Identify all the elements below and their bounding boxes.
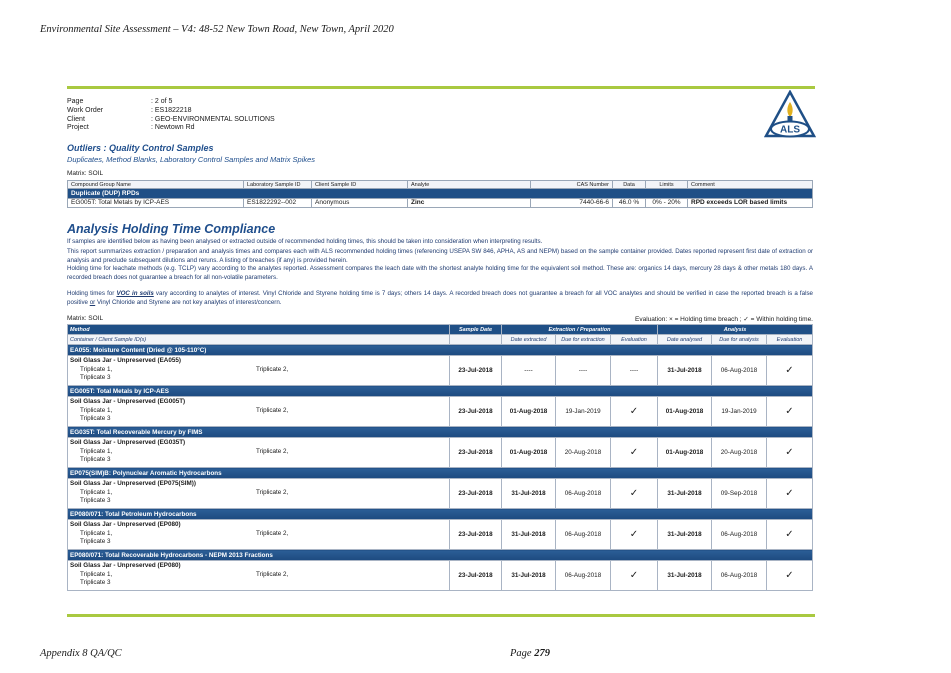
column-header: Limits [646, 181, 688, 189]
sample-date: 23-Jul-2018 [450, 520, 502, 550]
date-analysed: 01-Aug-2018 [658, 397, 712, 427]
running-header: Environmental Site Assessment – V4: 48-52 New Town Road, New Town, April 2020 [40, 24, 394, 35]
due-extraction: 19-Jan-2019 [556, 397, 611, 427]
date-extracted: ---- [502, 356, 556, 386]
method-group-row [68, 427, 813, 438]
column-header: Client Sample ID [312, 181, 408, 189]
check-icon: ✓ [767, 438, 813, 468]
container-cell [68, 438, 450, 468]
date-analysed: 01-Aug-2018 [658, 438, 712, 468]
column-header: Laboratory Sample ID [244, 181, 312, 189]
column-header: Analysis [658, 325, 813, 335]
due-extraction: 06-Aug-2018 [556, 561, 611, 591]
cell: 7440-66-6 [531, 198, 613, 208]
column-header: Sample Date [450, 325, 502, 335]
check-icon: ✓ [611, 479, 658, 509]
container-name: Soil Glass Jar - Unpreserved (EP075(SIM)) [70, 480, 196, 487]
sample-id: Triplicate 1, [80, 365, 113, 373]
sample-id: Triplicate 3 [80, 415, 111, 423]
column-header: CAS Number [531, 181, 613, 189]
text: Holding times for [67, 290, 117, 297]
voc-emphasis: VOC in soils [116, 290, 154, 297]
eval-extraction: ---- [611, 356, 658, 386]
meta-value: : Newtown Rd [151, 124, 195, 132]
holding-matrix: Matrix: SOIL [67, 315, 104, 322]
sample-id: Triplicate 3 [80, 497, 111, 505]
check-icon: ✓ [767, 561, 813, 591]
method-group-row [68, 386, 813, 397]
method-name: EG005T: Total Metals by ICP-AES [68, 386, 813, 397]
column-header: Data [613, 181, 646, 189]
cell: ES1822292--002 [244, 198, 312, 208]
method-name: EP075(SIM)B: Polynuclear Aromatic Hydrocarbons [68, 468, 813, 479]
sample-id: Triplicate 1, [80, 406, 113, 414]
meta-key: Work Order [67, 106, 104, 114]
meta-row [67, 124, 275, 133]
text: vary according to analytes of interest. Vinyl Chloride and Styrene holding time is 7 days; others 14 days. A recorded breach does not guarantee a breach for all VOC analytes and should be verified in case the reported breach is a false positive [67, 290, 813, 306]
meta-row [67, 107, 275, 116]
check-icon: ✓ [767, 520, 813, 550]
footer-appendix: Appendix 8 QA/QC [40, 648, 122, 659]
holding-subheader-row [68, 335, 813, 345]
band-label: Duplicate (DUP) RPDs [68, 189, 813, 199]
cell: EG005T: Total Metals by ICP-AES [68, 198, 244, 208]
container-cell [68, 397, 450, 427]
due-analysis: 06-Aug-2018 [712, 356, 767, 386]
sample-id: Triplicate 2, [256, 530, 289, 537]
report-meta [67, 98, 275, 133]
als-logo [764, 90, 816, 140]
method-name: EG035T: Total Recoverable Mercury by FIMS [68, 427, 813, 438]
column-header: Method [68, 325, 450, 335]
column-header: Due for analysis [712, 335, 767, 345]
holding-paragraph: Holding time for leachate methods (e.g. TCLP) vary according to the analytes reported. Assessment compares the leach date with the shortest analyte holding time for the equivalent soil method. These are: organics 14 days, mercury 28 days & other metals 180 days. A recorded breach does not guarantee a breach for all non-volatile parameters. [67, 265, 813, 281]
sample-id: Triplicate 1, [80, 447, 113, 455]
date-extracted: 31-Jul-2018 [502, 561, 556, 591]
sample-date: 23-Jul-2018 [450, 438, 502, 468]
table-row [68, 356, 813, 386]
check-icon: ✓ [611, 397, 658, 427]
evaluation-legend: Evaluation: × = Holding time breach ; ✓ = Within holding time. [635, 316, 813, 323]
check-icon: ✓ [611, 438, 658, 468]
meta-key: Page [67, 98, 84, 105]
date-extracted: 31-Jul-2018 [502, 479, 556, 509]
cell: 46.0 % [613, 198, 646, 208]
container-name: Soil Glass Jar - Unpreserved (EG035T) [70, 439, 186, 446]
text: Vinyl Chloride and Styrene are not key analytes of interest/concern. [95, 298, 282, 306]
sample-date: 23-Jul-2018 [450, 397, 502, 427]
logo-text: ALS [780, 124, 800, 136]
container-cell [68, 479, 450, 509]
outliers-table [67, 180, 813, 208]
check-icon: ✓ [611, 520, 658, 550]
column-header: Extraction / Preparation [502, 325, 658, 335]
date-extracted: 01-Aug-2018 [502, 438, 556, 468]
meta-value: : ES1822218 [151, 106, 192, 114]
outliers-band-row [68, 189, 813, 199]
holding-paragraph [67, 290, 813, 307]
column-header: Due for extraction [556, 335, 611, 345]
table-row [68, 479, 813, 509]
meta-value: : GEO-ENVIRONMENTAL SOLUTIONS [151, 115, 275, 123]
due-extraction: ---- [556, 356, 611, 386]
cell: RPD exceeds LOR based limits [688, 198, 813, 208]
method-name: EP080/071: Total Petroleum Hydrocarbons [68, 509, 813, 520]
outliers-matrix: Matrix: SOIL [67, 170, 104, 177]
container-cell [68, 561, 450, 591]
container-name: Soil Glass Jar - Unpreserved (EP080) [70, 562, 181, 569]
due-analysis: 20-Aug-2018 [712, 438, 767, 468]
date-extracted: 31-Jul-2018 [502, 520, 556, 550]
sample-id: Triplicate 2, [256, 366, 289, 373]
table-row [68, 561, 813, 591]
page-label: Page [510, 648, 535, 659]
method-name: EA055: Moisture Content (Dried @ 105-110°C) [68, 345, 813, 356]
column-header: Container / Client Sample ID(s) [68, 335, 450, 345]
outliers-header-row [68, 181, 813, 189]
column-header [450, 335, 502, 345]
holding-paragraph: This report summarizes extraction / preparation and analysis times and compares each with ALS recommended holding times (referencing USEPA SW 846, APHA, AS and NEPM) based on the sample container provided. Dates reported represent first date of extraction or analysis and preclude subsequent dilutions and reruns. A listing of breaches (if any) is provided herein. [67, 248, 813, 264]
column-header: Analyte [408, 181, 531, 189]
meta-value: : 2 of 5 [151, 98, 173, 105]
holding-header-row [68, 325, 813, 335]
column-header: Evaluation [611, 335, 658, 345]
sample-id: Triplicate 3 [80, 374, 111, 382]
date-analysed: 31-Jul-2018 [658, 479, 712, 509]
bottom-divider [67, 614, 815, 617]
sample-date: 23-Jul-2018 [450, 479, 502, 509]
or-emphasis: or [89, 298, 96, 306]
due-analysis: 06-Aug-2018 [712, 520, 767, 550]
cell: Anonymous [312, 198, 408, 208]
table-row [68, 520, 813, 550]
check-icon: ✓ [767, 397, 813, 427]
container-cell [68, 356, 450, 386]
column-header: Date extracted [502, 335, 556, 345]
container-name: Soil Glass Jar - Unpreserved (EP080) [70, 521, 181, 528]
outliers-title: Outliers : Quality Control Samples [67, 143, 214, 153]
column-header: Compound Group Name [68, 181, 244, 189]
method-group-row [68, 345, 813, 356]
table-row [68, 198, 813, 208]
sample-id: Triplicate 2, [256, 407, 289, 414]
sample-id: Triplicate 1, [80, 529, 113, 537]
due-extraction: 20-Aug-2018 [556, 438, 611, 468]
due-extraction: 06-Aug-2018 [556, 479, 611, 509]
container-name: Soil Glass Jar - Unpreserved (EA055) [70, 357, 181, 364]
sample-id: Triplicate 2, [256, 571, 289, 578]
date-analysed: 31-Jul-2018 [658, 356, 712, 386]
date-analysed: 31-Jul-2018 [658, 520, 712, 550]
sample-id: Triplicate 1, [80, 488, 113, 496]
check-icon: ✓ [767, 479, 813, 509]
cell: 0% - 20% [646, 198, 688, 208]
outliers-subtitle: Duplicates, Method Blanks, Laboratory Control Samples and Matrix Spikes [67, 155, 316, 164]
due-analysis: 19-Jan-2019 [712, 397, 767, 427]
check-icon: ✓ [611, 561, 658, 591]
sample-date: 23-Jul-2018 [450, 356, 502, 386]
due-analysis: 06-Aug-2018 [712, 561, 767, 591]
method-name: EP080/071: Total Recoverable Hydrocarbons - NEPM 2013 Fractions [68, 550, 813, 561]
table-row [68, 438, 813, 468]
cell: Zinc [408, 198, 531, 208]
due-analysis: 09-Sep-2018 [712, 479, 767, 509]
check-icon: ✓ [767, 356, 813, 386]
sample-id: Triplicate 3 [80, 456, 111, 464]
meta-key: Client [67, 115, 85, 123]
date-extracted: 01-Aug-2018 [502, 397, 556, 427]
meta-key: Project [67, 124, 89, 132]
sample-id: Triplicate 3 [80, 579, 111, 587]
sample-id: Triplicate 1, [80, 570, 113, 578]
holding-title: Analysis Holding Time Compliance [67, 222, 276, 236]
holding-paragraph: If samples are identified below as having been analysed or extracted outside of recommended holding times, this should be taken into consideration when interpreting results. [67, 238, 543, 245]
method-group-row [68, 550, 813, 561]
column-header: Comment [688, 181, 813, 189]
table-row [68, 397, 813, 427]
column-header: Evaluation [767, 335, 813, 345]
container-name: Soil Glass Jar - Unpreserved (EG005T) [70, 398, 186, 405]
meta-row [67, 116, 275, 125]
meta-row [67, 98, 275, 107]
sample-id: Triplicate 2, [256, 489, 289, 496]
page-number: 279 [534, 648, 550, 659]
holding-time-table [67, 324, 813, 591]
method-group-row [68, 509, 813, 520]
sample-date: 23-Jul-2018 [450, 561, 502, 591]
footer-page [510, 648, 550, 659]
column-header: Date analysed [658, 335, 712, 345]
sample-id: Triplicate 2, [256, 448, 289, 455]
top-divider [67, 86, 815, 89]
container-cell [68, 520, 450, 550]
sample-id: Triplicate 3 [80, 538, 111, 546]
due-extraction: 06-Aug-2018 [556, 520, 611, 550]
date-analysed: 31-Jul-2018 [658, 561, 712, 591]
method-group-row [68, 468, 813, 479]
